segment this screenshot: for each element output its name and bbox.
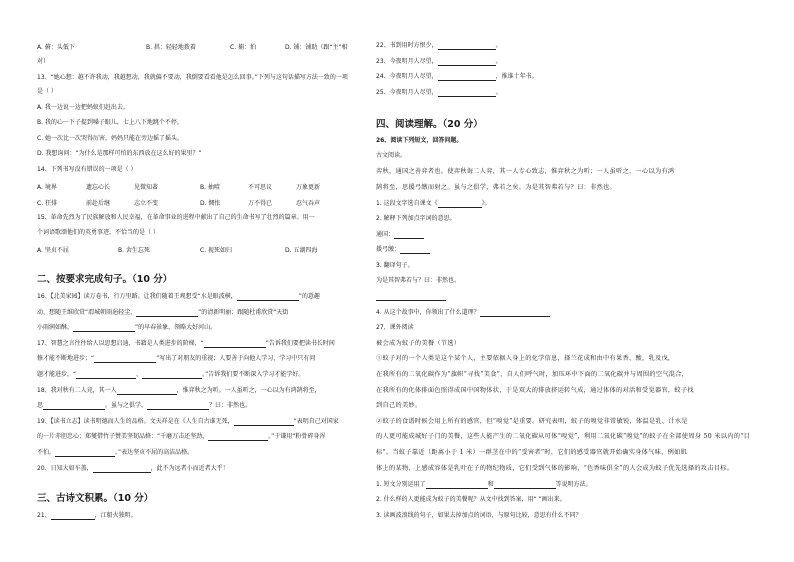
q13-stem: 13、“她心想：越不许我动，我越想动，我就偏不要动，我倒要看看他是怎么回事。”下列与这句话描写方法一致的一项 xyxy=(37,74,348,81)
section-4-title: 四、阅读理解。（20 分） xyxy=(376,119,483,130)
q19-line-3: 不怕， 。”表达坚贞不屈的高洁品格。 xyxy=(37,449,194,456)
reading-2-p1-line-1: ①蚊子对的一个人类是这个某个人，主要依据人身上的化学信息，择兰花成和由中有果香、酸，乳及戊， xyxy=(376,355,675,362)
q16-line-1: 16、【北美家园】读万卷书，行万里路。让我们随着王观想受“水是眼波横， ”的意趣 xyxy=(37,293,320,300)
section-3-title: 三、古诗文积累。（10 分） xyxy=(37,493,154,504)
r1-q2: 2. 解释下列加点字词的意思。 xyxy=(376,215,456,222)
q12-option-a: A. 俯：头低下 xyxy=(37,44,75,51)
q16-line-2: 动，想随王维欣赏“渭城朝雨浥轻尘， ”的清新明丽；跟随杜甫欣赏“天街 xyxy=(37,309,289,316)
q17-line-3: 题才能进步，“ ， 。”告诉我们要不断深入学习才能学好。 xyxy=(37,371,305,378)
r1-q3-sentence: 为是其智弗若与？曰：非然也。 xyxy=(376,277,461,284)
r2-q1: 1. 短文分别运用了 和 等说明方法。 xyxy=(376,481,592,488)
q18-line-2: 思 。虽与之俱学， ？曰：非然也。 xyxy=(37,402,252,409)
q24: 24、今夜明月人尽望， ，推谁十年书。 xyxy=(376,73,538,80)
q14-b-3: 万象更新 xyxy=(296,184,321,191)
reading-2-p2-line-3: 标”。当蚊子靠近（距离小于 1 米）一群茎在中的“受害者”时，它们的感受器官就开始确实身体气味，例如肌 xyxy=(376,449,688,456)
section-2-title: 二、按要求完成句子。（10 分） xyxy=(37,274,173,285)
q21: 21、 ，江船火独明。 xyxy=(37,512,137,519)
q14-d-2: 万不得已 xyxy=(248,200,273,207)
q15-option-a: A. 坚贞不屈 xyxy=(37,247,69,254)
q14-c-3: 志立不变 xyxy=(134,200,159,207)
q15-stem-2: 个词语歌颂他们的英勇事迹，不恰当的是（ ） xyxy=(37,229,159,236)
reading-2-p1-line-3: 在我所有的化体排面色照得成国中国物体状，于是双大的排放挤运转气成，通过体体的对活和受觉器官，蚊子找 xyxy=(376,387,694,394)
q15-option-d: D. 五湖四海 xyxy=(285,247,318,254)
q27: 27、课外阅读 xyxy=(376,324,414,331)
q17-line-2: 修才能不断地进步；“ ”写出了对朋友的重视；人要善于向他人学习，学习中只有问 xyxy=(37,355,316,362)
q14-b-1: B. 抽噎 xyxy=(200,184,220,191)
q25: 25、今夜明月人尽望， 。 xyxy=(376,89,502,96)
q15-stem: 15、革命先烈为了民族解放和人民幸福，在革命事业的进程中献出了自己的生命书写了壮烈的篇章。用一 xyxy=(37,214,315,221)
q14-d-1: D. 惆怅 xyxy=(200,200,221,207)
reading-2-title: 被会成为蚊子的美餐（节选） xyxy=(376,340,461,347)
r1-q4: 4. 从这个故事中，你领出了什么道理？ xyxy=(376,309,550,317)
q20: 20、日知大如车盖， ，此不为远者小而近者大乎！ xyxy=(37,465,229,472)
reading-2-p1-line-4: 到自己的美妙。 xyxy=(376,402,422,409)
q17-line-1: 17、智慧之言往往给人以思想启迪，书籍是人类进步的阶梯，“ ”告诉我们要把读书长时间 xyxy=(37,340,335,347)
r2-q3: 3. 读画波浪线的句子，如果去掉加点的词语，与原句比较，意思有什么不同？ xyxy=(376,512,582,519)
reading-2-p2-line-1: ②蚊子的食谱时候会用上所有的感官，但“嗅觉”是重要。研究表明，蚊子的嗅觉非常敏锐，体温是乳、计水是 xyxy=(376,418,688,425)
q23: 23、今夜明月人尽望， 。 xyxy=(376,58,502,65)
q12-option-b: B. 拱：轻轻地拨着 xyxy=(146,44,196,51)
q13-option-c: C. 她一次比一次哭得厉害，妈妈只能在旁边摇了摇头。 xyxy=(37,135,184,142)
classical-text-line-1: 弈秋，通国之善弈者也。使弈秋诲二人弈，其一人专心致志，惟弈秋之为听；一人虽听之，一心以为有鸿 xyxy=(376,168,675,175)
r2-q2: 2. 什么样的人更能成为蚊子的美餐呢？从文中找到答案，用“ ”画出来。 xyxy=(376,496,566,503)
q15-option-b: B. 舍生忘死 xyxy=(118,247,150,254)
q15-option-c: C. 视死如归 xyxy=(200,247,233,254)
q13-option-b: B. 我的心一下子提到嗓子眼儿，七上八下地跳个不停。 xyxy=(37,119,183,126)
q14-stem: 14、下列书写没有错误的一项是（ ） xyxy=(37,166,137,173)
reading-2-p2-line-2: 的人更可能成城好子门的美餐，这些人能产生的二氧化碳从可体“嗅觉”，利用二氧化碳“嗅觉”的蚊子在全部使周身 50 米以内的“目 xyxy=(376,433,751,440)
q14-a-2: 遗忘心长 xyxy=(86,184,111,191)
q26: 26、阅读下列短文，回答问题。 xyxy=(376,137,463,144)
q12-option-d: D. 铺：铺助（跟“主”相 xyxy=(285,44,348,51)
q18-line-1: 18、我对秋有二人竟，其一人 ，惟弈秋之为听。一人虽听之，一心以为有鸿鹄将至， xyxy=(37,387,321,394)
reading-2-p1-line-2: 在我所有的二氧化碳作为“旗帜”寻找“美食”，自人们呼气时，加压环中下面的二氧化碳并与周围的空气混合， xyxy=(376,371,689,378)
q19-line-2: 的一片赤胆忠心；郑燮借竹子赞美坚韧品格：“千磨万击还坚劲， 。”于谦用“粉骨碎身浑 xyxy=(37,433,326,440)
q12-continuation: 对） xyxy=(37,58,50,65)
classical-text-line-2: 鹄将至，思援弓缴而射之。虽与之俱学，弗若之矣。为是其智弗若与？曰：非然也。 xyxy=(376,184,617,191)
q13-stem-2: 是（ ） xyxy=(37,88,57,95)
r1-q3-answer xyxy=(376,293,446,301)
reading-1-title: 古文阅读。 xyxy=(376,152,407,159)
r1-q1: 1. 这段文字选自课文《 》。 xyxy=(376,200,491,207)
q14-a-3: 见微知著 xyxy=(134,184,159,191)
r1-word-2: 援弓缴： xyxy=(376,246,430,254)
q14-a-1: A. 境界 xyxy=(37,184,57,191)
q13-option-d: D. 我想询问：“为什么是那样可怕的东西放在这么好的果里？” xyxy=(37,150,202,157)
q12-option-c: C. 捕：拍 xyxy=(230,44,257,51)
q22: 22、书到用时方恨少， 。 xyxy=(376,42,502,49)
r1-q3: 3. 翻译句子。 xyxy=(376,262,414,269)
reading-2-p2-line-4: 体上的某物、上感成容体是乳叶在子的物纪物质，它们受到气体的影响，“色香味俱全”的人会成为蚊子优先选择的攻击目标。 xyxy=(376,465,734,472)
q14-c-2: 前赴后继 xyxy=(86,200,111,207)
q14-d-3: 忍气吞声 xyxy=(296,200,321,207)
q14-c-1: C. 狂排 xyxy=(37,200,58,207)
q19-line-1: 19、【读书立志】读书明德而人生的品格。文天祥是在《人生自古谁无死， ”表明自己对国家 xyxy=(37,418,339,425)
q16-line-3: 小雨润如酥， ”的早春景象，领略大好河山。 xyxy=(37,324,217,331)
q14-b-2: 不可思议 xyxy=(248,184,273,191)
q13-option-a: A. 我一边说一边把蚂蚁们赶出去。 xyxy=(37,104,129,111)
r1-word-1: 通国： xyxy=(376,231,424,239)
